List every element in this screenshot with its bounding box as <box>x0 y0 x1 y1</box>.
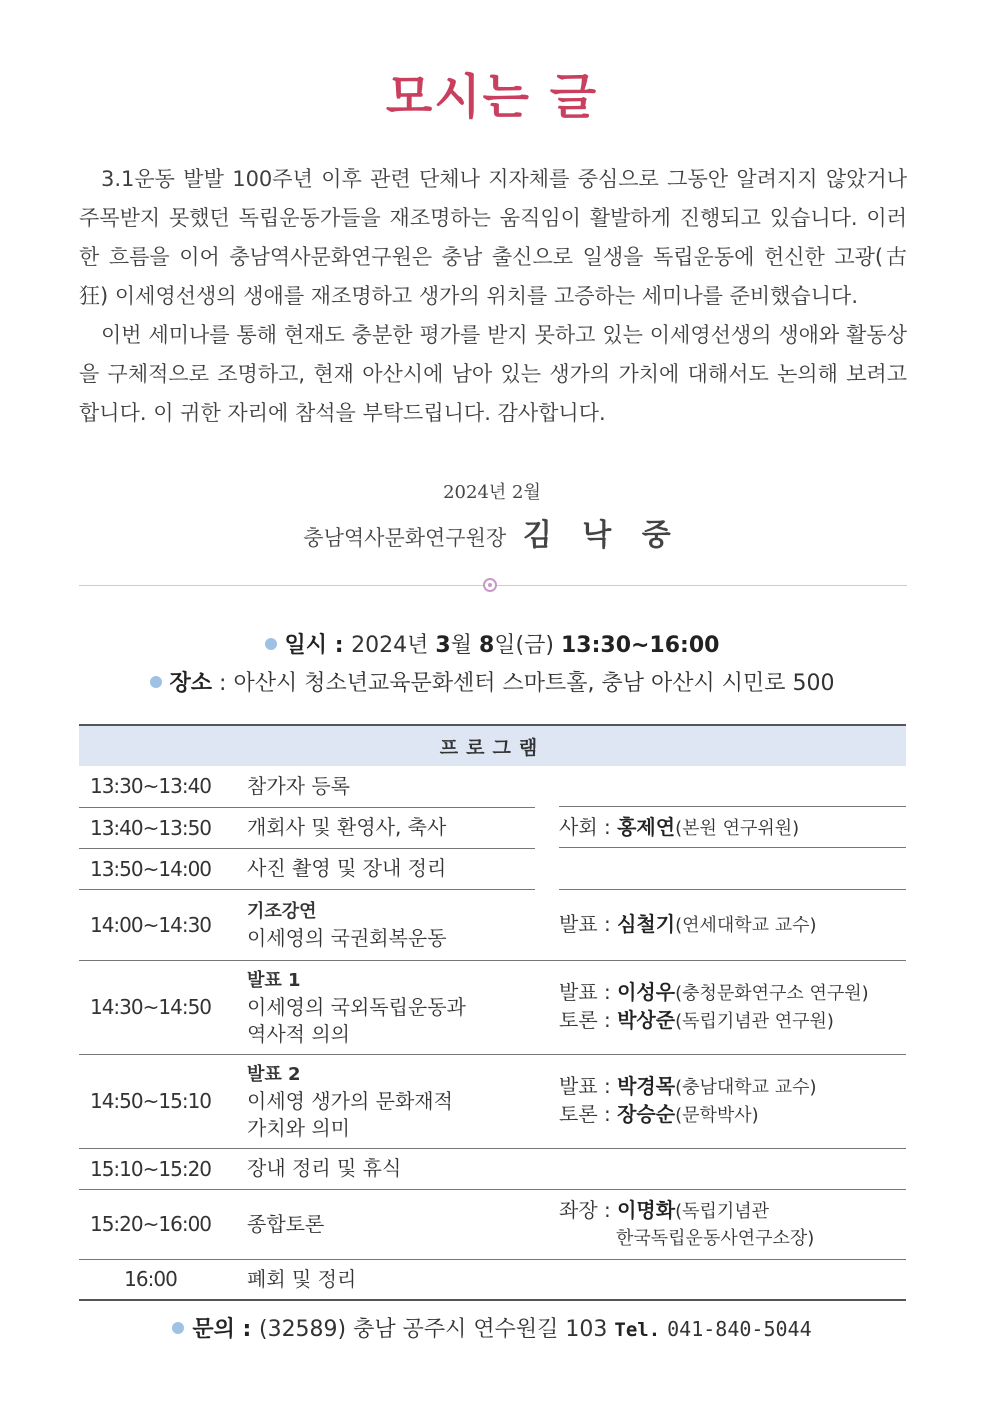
table-row <box>79 1259 906 1300</box>
program-header: 프로그램 <box>79 725 906 766</box>
table-row <box>79 1148 906 1189</box>
contact-phone: 041-840-5044 <box>667 1317 812 1341</box>
row-title: 폐회 및 정리 <box>245 1259 535 1300</box>
event-year: 2024년 <box>351 633 429 658</box>
intro-paragraph-1: 3.1운동 발발 100주년 이후 관련 단체나 지자체를 중심으로 그동안 알려지지 않았거나 주목받지 못했던 독립운동가들을 재조명하는 움직임이 활발하게 진행되고 있습니다. 이러한 흐름을 이어 충남역사문화연구원은 충남 출신으로 일생을 독립운동에 헌신한 고광(古狂) 이세영선생의 생애를 재조명하고 생가의 위치를 고증하는 세미나를 준비했습니다. <box>79 167 907 308</box>
row-title: 사진 촬영 및 장내 정리 <box>245 848 535 889</box>
row-time: 13:30~13:40 <box>79 766 222 807</box>
row-title: 이세영 생가의 문화재적 <box>247 1088 453 1113</box>
row-title: 종합토론 <box>245 1189 535 1259</box>
location-value: 아산시 청소년교육문화센터 스마트홀, 충남 아산시 시민로 500 <box>233 671 835 696</box>
row-subtitle: 기조강연 <box>247 900 317 922</box>
row-title: 이세영의 국외독립운동과 <box>247 994 466 1019</box>
table-row <box>79 1054 906 1148</box>
event-datetime: 일시 : 2024년 3월 8일(금) 13:30~16:00 <box>0 628 984 659</box>
row-time: 13:40~13:50 <box>79 807 222 848</box>
row-time: 14:00~14:30 <box>79 889 222 960</box>
role-presenter: 발표 : 심철기(연세대학교 교수) <box>559 889 906 960</box>
bullet-icon <box>150 676 162 688</box>
row-time: 15:10~15:20 <box>79 1148 222 1189</box>
row-title: 참가자 등록 <box>245 766 535 807</box>
letter-date: 2024년 2월 <box>443 482 541 503</box>
row-subtitle: 발표 1 <box>247 969 301 991</box>
location-label: 장소 <box>169 671 213 696</box>
role-presenter: 발표 : 이성우(충청문화연구소 연구원) 토론 : 박상준(독립기념관 연구원) <box>559 960 906 1054</box>
bullet-icon <box>265 638 277 650</box>
flower-ornament-icon <box>483 578 497 592</box>
invitation-text <box>79 160 907 433</box>
intro-paragraph-2: 이번 세미나를 통해 현재도 충분한 평가를 받지 못하고 있는 이세영선생의 생애와 활동상을 구체적으로 조명하고, 현재 아산시에 남아 있는 생가의 가치에 대해서도 논의해 보려고 합니다. 이 귀한 자리에 참석을 부탁드립니다. 감사합니다. <box>79 323 907 425</box>
row-title: 개회사 및 환영사, 축사 <box>245 807 535 848</box>
event-location: 장소 : 아산시 청소년교육문화센터 스마트홀, 충남 아산시 시민로 500 <box>0 666 984 697</box>
row-time: 14:30~14:50 <box>79 960 222 1054</box>
row-subtitle: 발표 2 <box>247 1063 301 1085</box>
table-row <box>79 1189 906 1259</box>
table-row <box>79 960 906 1054</box>
event-day: 8 <box>478 633 495 658</box>
bullet-icon <box>172 1322 184 1334</box>
contact-info: 문의 : (32589) 충남 공주시 연수원길 103 Tel. 041-840-5044 <box>0 1312 984 1343</box>
tel-label: Tel. <box>614 1319 661 1341</box>
program-table <box>79 724 906 1301</box>
row-time: 14:50~15:10 <box>79 1054 222 1148</box>
role-chair: 좌장 : 이명화(독립기념관 한국독립운동사연구소장) <box>559 1189 906 1259</box>
row-title: 가치와 의미 <box>247 1115 350 1140</box>
signature <box>0 510 984 554</box>
table-row <box>79 889 906 960</box>
signer-organization: 충남역사문화연구원장 <box>303 526 507 550</box>
table-row <box>79 766 906 807</box>
datetime-label: 일시 <box>284 633 328 658</box>
signer-name: 김 낙 중 <box>522 518 681 553</box>
event-time: 13:30~16:00 <box>560 633 720 658</box>
row-title: 역사적 의의 <box>247 1021 350 1046</box>
row-title: 장내 정리 및 휴식 <box>245 1148 535 1189</box>
contact-label: 문의 <box>192 1317 235 1342</box>
role-host: 사회 : 홍제연(본원 연구위원) <box>559 807 906 848</box>
row-time: 15:20~16:00 <box>79 1189 222 1259</box>
role-presenter: 발표 : 박경목(충남대학교 교수) 토론 : 장승순(문학박사) <box>559 1054 906 1148</box>
row-title: 이세영의 국권회복운동 <box>247 925 447 950</box>
row-time: 16:00 <box>79 1259 222 1300</box>
contact-address: (32589) 충남 공주시 연수원길 103 <box>258 1317 608 1342</box>
event-month: 3 <box>435 633 451 658</box>
row-time: 13:50~14:00 <box>79 848 222 889</box>
page-title: 모시는 글 <box>385 69 599 125</box>
